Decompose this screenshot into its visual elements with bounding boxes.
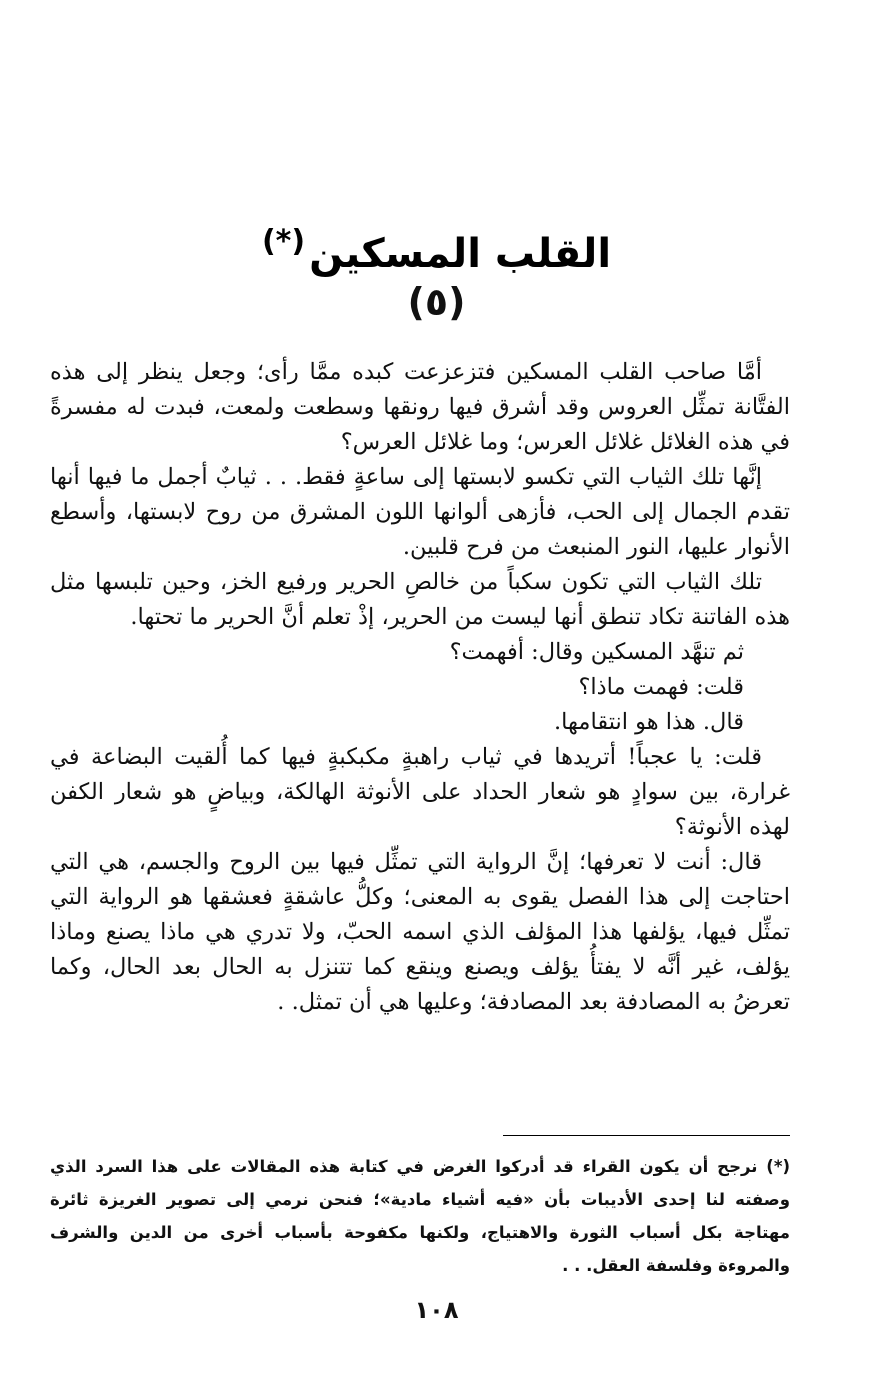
- part-number: (٥): [407, 280, 466, 324]
- paragraph: تلك الثياب التي تكون سكباً من خالصِ الحرير ورفيع الخز، وحين تلبسها مثل هذه الفاتنة تكاد تنطق أنها ليست من الحرير، إذْ تعلم أنَّ الحرير ما تحتها.: [50, 569, 790, 630]
- paragraph: قال. هذا هو انتقامها.: [554, 709, 744, 735]
- paragraph: ثم تنهَّد المسكين وقال: أفهمت؟: [449, 639, 744, 665]
- paragraph: قلت: فهمت ماذا؟: [578, 674, 744, 700]
- paragraph: قال: أنت لا تعرفها؛ إنَّ الرواية التي تمثِّل فيها بين الروح والجسم، هي التي احتاجت إلى هذا الفصل يقوى به المعنى؛ وكلُّ عاشقةٍ فعشقها هو الرواية التي تمثِّل فيها، يؤلفها هذا المؤلف الذي اسمه الحبّ، ولا تدري هي ماذا يصنع وماذا يؤلف، غير أنَّه لا يفتأُ يؤلف ويصنع وينقع كما تتنزل به الحال بعد الحال، وكما تعرضُ به المصادفة بعد المصادفة؛ وعليها هي أن تمثل. .: [50, 849, 790, 1015]
- paragraph: قلت: يا عجباً! أتريدها في ثياب راهبةٍ مكبكبةٍ فيها كما أُلقيت البضاعة في غرارة، بين سوادٍ هو شعار الحداد على الأنوثة الهالكة، وبياضٍ هو شعار الكفن لهذه الأنوثة؟: [50, 744, 790, 840]
- footnote-divider: [503, 1135, 790, 1136]
- paragraph: إنَّها تلك الثياب التي تكسو لابستها إلى ساعةٍ فقط. . . ثيابٌ أجمل ما فيها أنها تقدم الجمال إلى الحب، فأزهى ألوانها اللون المشرق من روح لابستها، وأسطع الأنوار عليها، النور المنبعث من فرح قلبين.: [50, 464, 790, 560]
- body-text: [50, 355, 790, 1020]
- footnote-text: (*) نرجح أن يكون القراء قد أدركوا الغرض في كتابة هذه المقالات على هذا السرد الذي وصفته لنا إحدى الأديبات بأن «فيه أشياء مادية»؛ فنحن نرمي إلى تصوير الغريزة ثائرة مهتاجة بكل أسباب الثورة والاهتياج، ولكنها مكفوحة بأسباب أخرى من الدين والشرف والمروءة وفلسفة العقل. . .: [50, 1157, 790, 1275]
- chapter-title-text: القلب المسكين: [309, 231, 612, 277]
- footnote-marker: (*): [261, 224, 306, 259]
- page-number: ١٠٨: [414, 1296, 459, 1324]
- paragraph: أمَّا صاحب القلب المسكين فتزعزعت كبده ممَّا رأى؛ وجعل ينظر إلى هذه الفتَّانة تمثِّل العروس وقد أشرق فيها رونقها وسطعت ولمعت، فبدت له مفسرةً في هذه الغلائل غلائل العرس؛ وما غلائل العرس؟: [50, 359, 790, 455]
- footnote: [50, 1150, 790, 1282]
